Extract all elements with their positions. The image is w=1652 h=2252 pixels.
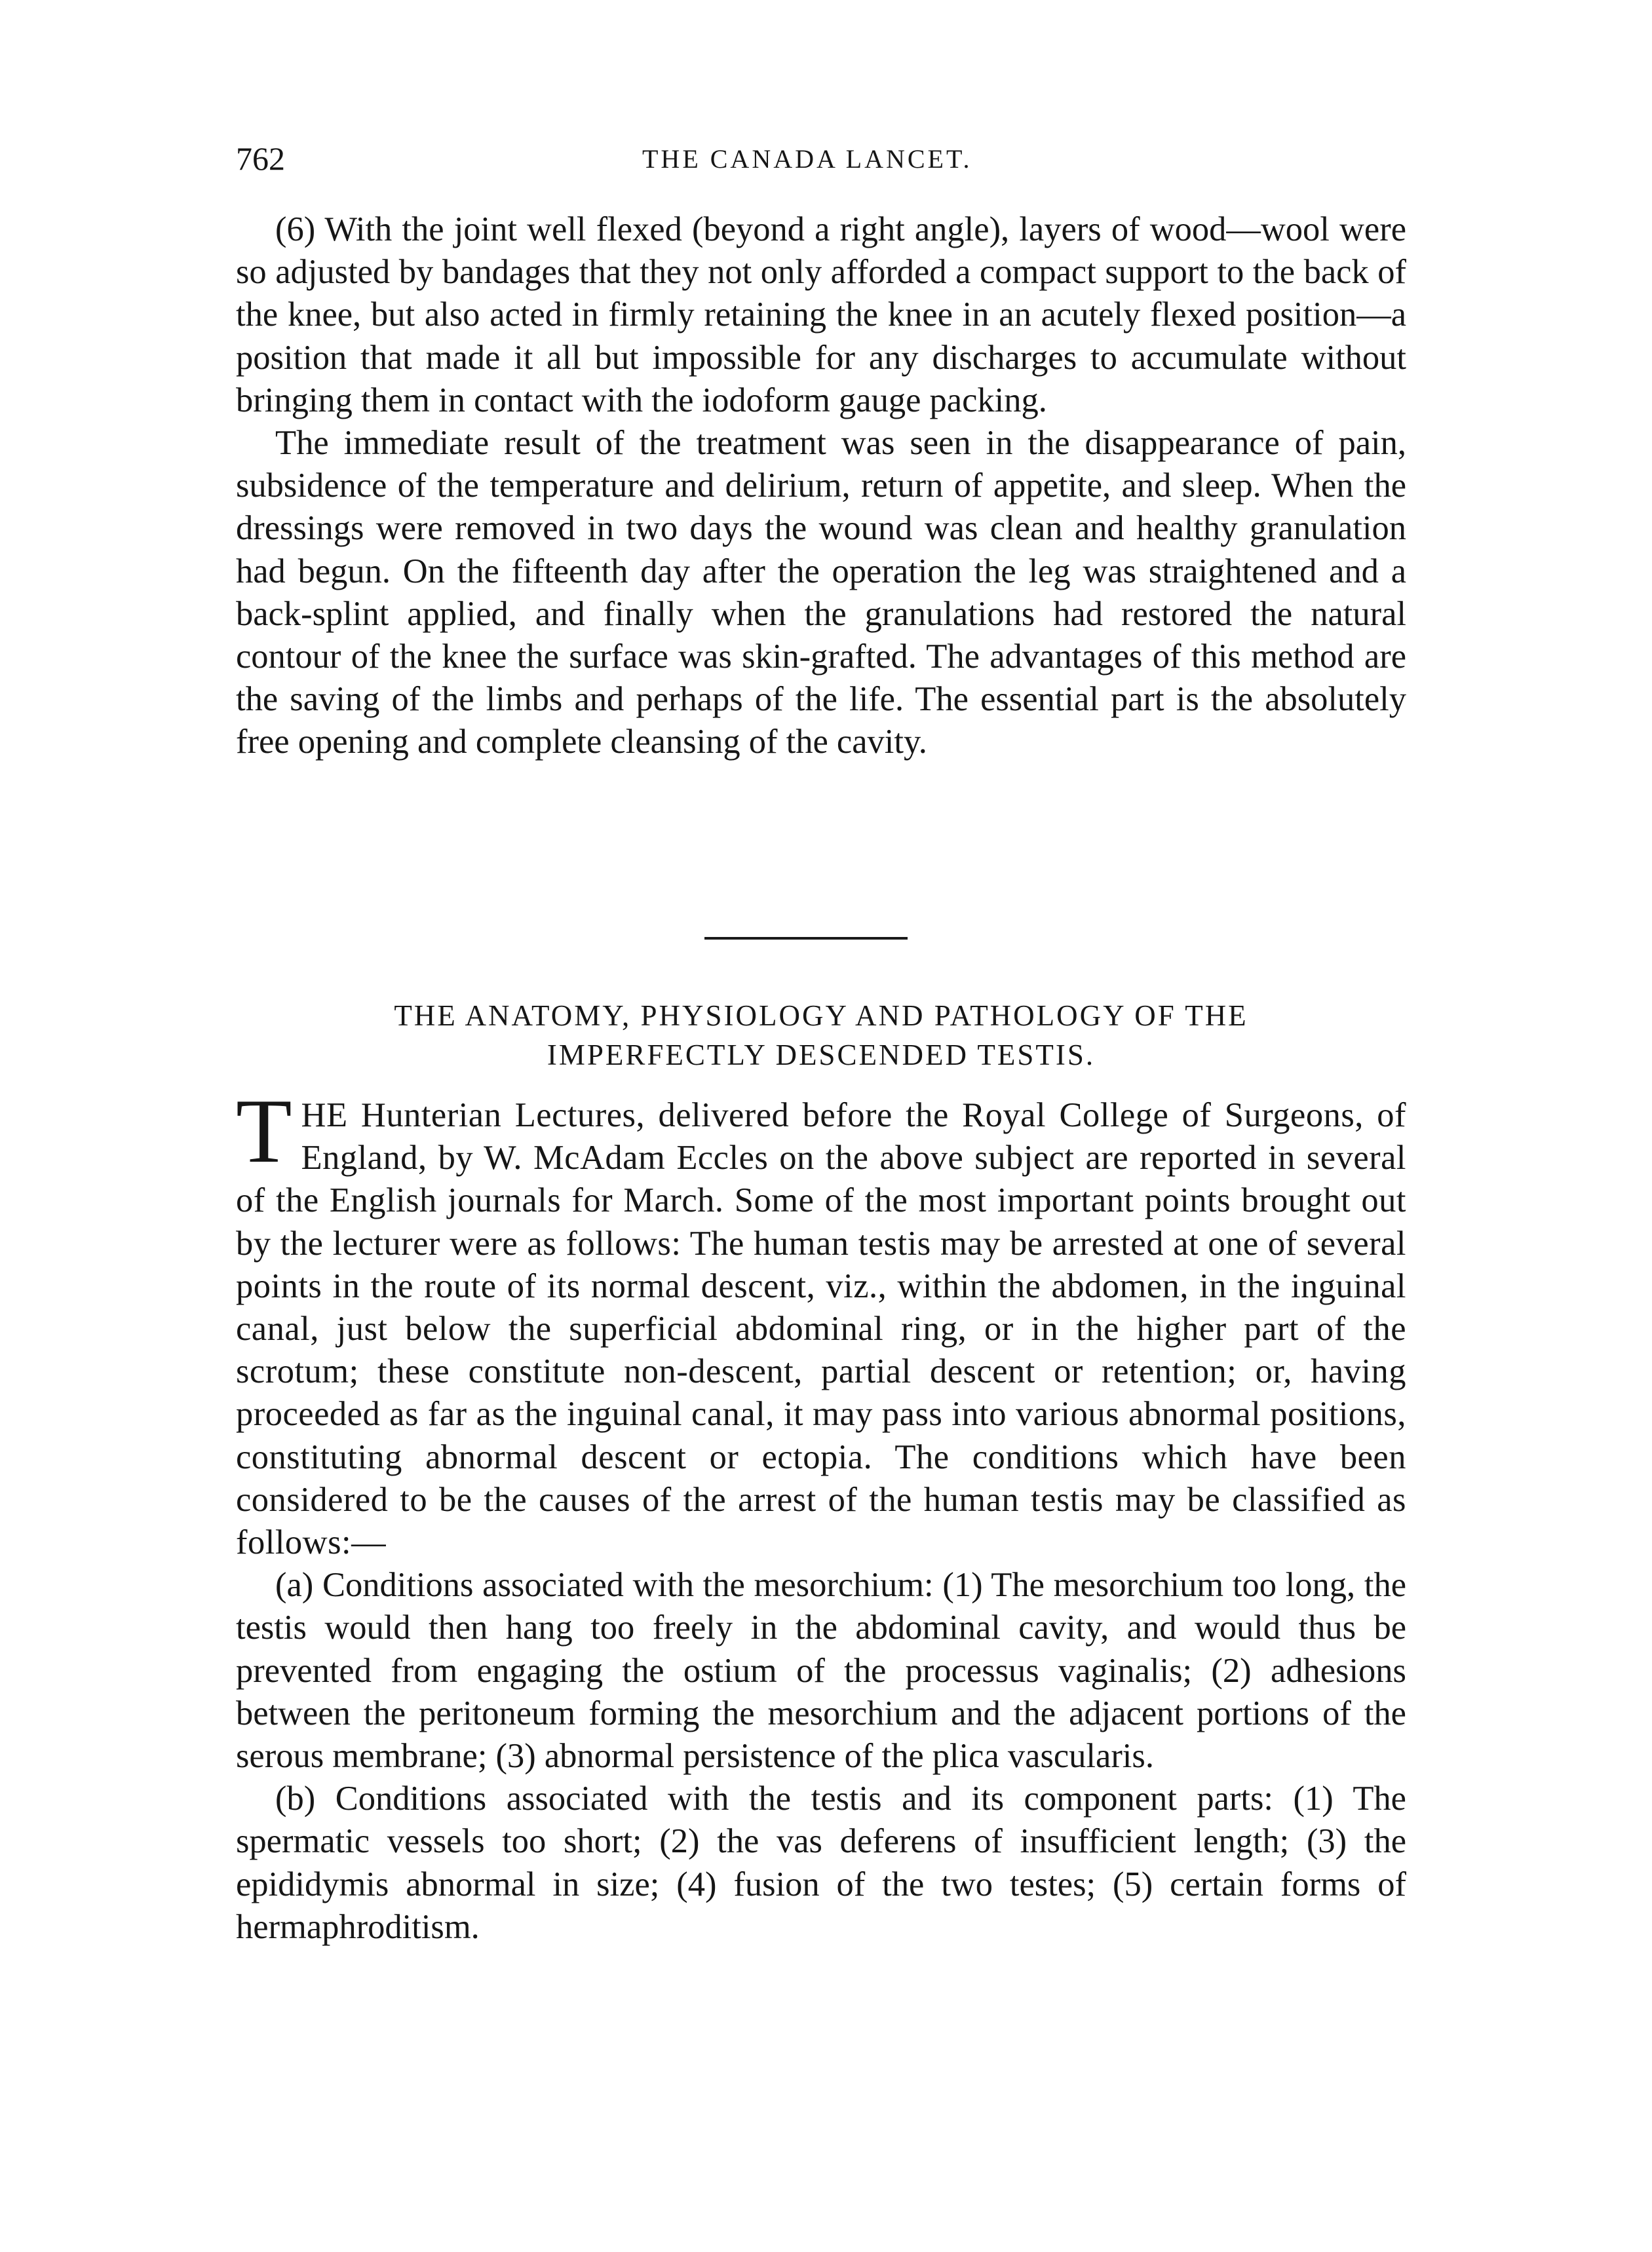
running-head bbox=[236, 139, 1415, 185]
paragraph-mesorchium-conditions: (a) Conditions associated with the mesorchium: (1) The mesorchium too long, the testis would then hang too freely in the abdominal cavity, and would thus be prevented from engaging the ostium of the processus vaginalis; (2) adhesions between the peritoneum forming the mesorchium and the adjacent portions of the serous membrane; (3) abnormal persistence of the plica vascularis. bbox=[236, 1566, 1406, 1776]
paragraph-treatment-result: The immediate result of the treatment was seen in the disappearance of pain, subsidence of the temperature and delirium, return of appetite, and sleep. When the dressings were removed in two days the wound was clean and healthy granulation had begun. On the fifteenth day after the operation the leg was straightened and a back-splint applied, and finally when the granulations had restored the natural contour of the knee the surface was skin-grafted. The advantages of this method are the saving of the limbs and perhaps of the life. The essential part is the absolutely free opening and complete cleansing of the cavity. bbox=[236, 424, 1406, 761]
article-title-line-2: IMPERFECTLY DESCENDED TESTIS. bbox=[547, 1039, 1096, 1071]
section-divider bbox=[704, 937, 908, 940]
paragraph-knee-dressing: (6) With the joint well flexed (beyond a right angle), layers of wood—wool were so adjusted by bandages that they not only afforded a compact support to the back of the knee, but also acted in firmly retaining the knee in an acutely flexed position—a position that made it all but impossible for any discharges to accumulate without bringing them in contact with the iodoform gauge packing. bbox=[236, 210, 1406, 419]
journal-title: THE CANADA LANCET. bbox=[642, 144, 972, 174]
article-title-line-1: THE ANATOMY, PHYSIOLOGY AND PATHOLOGY OF THE bbox=[394, 999, 1248, 1032]
page-number: 762 bbox=[236, 140, 285, 177]
opening-paragraph bbox=[236, 1080, 1406, 1564]
article-title bbox=[236, 996, 1406, 1075]
previous-article-conclusion bbox=[236, 208, 1406, 764]
drop-cap: T bbox=[236, 1080, 292, 1182]
opening-paragraph-text: HE Hunterian Lectures, delivered before the Royal College of Surgeons, of England, by W. McAdam Eccles on the above subject are reported in several of the English journals for March. Some of the most important points brought out by the lecturer were as follows: The human testis may be arrested at one of several points in the route of its normal descent, viz., within the abdomen, in the inguinal canal, just below the superficial abdominal ring, or in the higher part of the scrotum; these constitute non-descent, partial descent or retention; or, having proceeded as far as the inguinal canal, it may pass into various abnormal positions, constituting abnormal descent or ectopia. The conditions which have been considered to be the causes of the arrest of the human testis may be classified as follows:— bbox=[236, 1096, 1406, 1562]
article-body bbox=[236, 1080, 1406, 1949]
paragraph-testis-conditions: (b) Conditions associated with the testis and its component parts: (1) The spermatic vessels too short; (2) the vas deferens of insufficient length; (3) the epididymis abnormal in size; (4) fusion of the two testes; (5) certain forms of hermaphroditism. bbox=[236, 1780, 1406, 1946]
